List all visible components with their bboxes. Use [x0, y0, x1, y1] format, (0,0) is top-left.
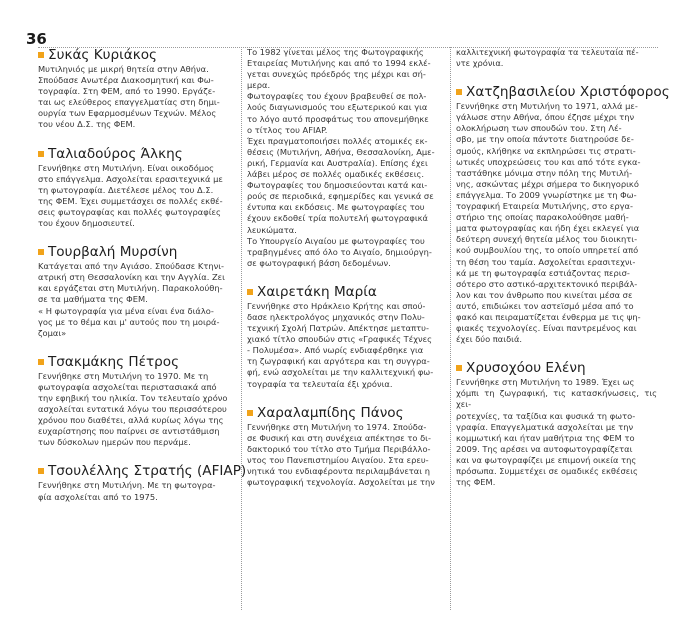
text-line: ωτικές υποχρεώσεις του και από τότε εγκα- [456, 156, 641, 167]
bio-paragraph [38, 261, 236, 339]
text-line: Γεννήθηκε στο Ηράκλειο Κρήτης και σπού- [247, 300, 426, 311]
square-bullet-icon [456, 89, 462, 95]
text-line: σβο, με την οποία πάντοτε διατηρούσε δε- [456, 134, 634, 145]
text-line: ολοκλήρωση των σπουδών του. Στη Λέ- [456, 123, 622, 134]
square-bullet-icon [38, 468, 44, 474]
text-line: έχουν εκδοθεί τρία πολυτελή φωτογραφικά [247, 213, 428, 224]
text-line: θέσεις (Μυτιλήνη, Αθήνα, Θεσσαλονίκη, Αμε- [247, 146, 435, 157]
text-line: καλλιτεχνική φωτογραφία τα τελευταία πέ- [456, 47, 639, 57]
bio-name: Χρυσοχόου Ελένη [466, 360, 586, 377]
bio-paragraph [38, 371, 236, 449]
bio-name: Ταλιαδούρος Άλκης [48, 145, 183, 162]
text-line: ντε χρόνια. [456, 58, 504, 69]
text-line: λάβει μέρος σε πολλές ομαδικές εκθέσεις. [247, 169, 425, 180]
text-line: της ΦΕΜ. Έχει συμμετάσχει σε πολλές εκθέ- [38, 195, 223, 206]
text-line: 2009. Της αρέσει να αυτοφωτογραφίζεται [456, 443, 633, 454]
bio-name: Χαιρετάκη Μαρία [257, 283, 377, 300]
square-bullet-icon [247, 289, 253, 295]
text-line: δεύτερη συνεχή θητεία μέλος του διοικητι- [456, 234, 638, 245]
text-line: πρόσωπα. Συμμετέχει σε ομαδικές εκθέσεις [456, 466, 638, 476]
square-bullet-icon [38, 52, 44, 58]
text-line: ευχαρίστησης που παίρνει σε αντιστάθμιση [38, 426, 220, 437]
square-bullet-icon [247, 410, 253, 416]
text-line: ταστάθηκε μόνιμα στην πόλη της Μυτιλή- [456, 167, 633, 178]
text-line: φή, ενώ ασχολείται με την καλλιτεχνική φω- [247, 367, 434, 378]
text-line: ο τίτλος του AFIAP. [247, 124, 328, 135]
text-line: τη φωτογραφία. Διετέλεσε μέλος του Δ.Σ. [38, 184, 214, 195]
text-line: ροτεχνίες, τα ταξίδια και φυσικά τη φωτο- [456, 410, 636, 421]
text-line: νητικά του ενδιαφέροντα περιλαμβάνεται η [247, 466, 430, 476]
text-line: - Πολυμέσα». Από νωρίς ενδιαφέρθηκε για [247, 345, 424, 356]
text-line: σεις φωτογραφίας και πολλές φωτογραφίες [38, 206, 221, 217]
text-line: Γεννήθηκε στη Μυτιλήνη το 1974. Σπούδα- [247, 421, 427, 432]
text-line: λευκώματα. [247, 224, 297, 235]
text-line: σε φωτογραφική βάση δεδομένων. [247, 257, 391, 268]
text-line: σε Φυσική και στη συνέχεια απέκτησε το δι- [247, 432, 431, 443]
text-line: ατρική στη Θεσσαλονίκη και την Αγγλία. Ζει [38, 272, 225, 283]
text-line: ρούς σε περιοδικά, εφημερίδες και γενικά σε [247, 191, 434, 202]
bio-heading [456, 84, 670, 101]
text-line: στήριο της οποίας παρακολούθησε μαθή- [456, 212, 629, 223]
text-line: λούς διαγωνισμούς του εξωτερικού και για [247, 102, 428, 113]
text-line: το λόγο αυτό προσφάτως του απονεμήθηκε [247, 113, 429, 124]
bio-name: Τουρβαλή Μυρσίνη [48, 244, 178, 261]
text-line: χόμπι τη ζωγραφική, τις κατασκήνωσεις, τις χει- [456, 388, 657, 410]
text-line: φωτογραφική τεχνολογία. Ασχολείται με την [247, 477, 435, 488]
bio-heading [38, 463, 247, 480]
bio-paragraph [247, 422, 445, 489]
text-line: Γεννήθηκε στη Μυτιλήνη το 1989. Έχει ως [456, 377, 635, 388]
text-line: τογραφία. Στη ΦΕΜ, από το 1990. Εργάζε- [38, 86, 216, 97]
text-line: και εργάζεται στη Μυτιλήνη. Παρακολούθη- [38, 283, 223, 294]
bio-paragraph [38, 163, 236, 230]
text-line: Έχει πραγματοποιήσει πολλές ατομικές εκ- [247, 135, 428, 146]
text-line: τραβηγμένες από όλο το Αιγαίο, δημιούργη- [247, 246, 432, 257]
text-line: Μυτιληνιός με μικρή θητεία στην Αθήνα. [38, 64, 209, 74]
text-line: φωτογραφία ασχολείται περιστασιακά από [38, 381, 217, 392]
text-line: φακό και πειραματίζεται ένθερμα με τις ψη- [456, 311, 641, 322]
text-line: χιακό τίτλο σπουδών στις «Γραφικές Τέχνες [247, 334, 433, 345]
column-divider-2 [450, 47, 451, 610]
text-line: του έχουν δημοσιευτεί. [38, 218, 135, 229]
square-bullet-icon [38, 359, 44, 365]
text-line: κομμωτική και ήταν μαθήτρια της ΦΕΜ το [456, 432, 635, 443]
text-line: ζομαι» [38, 327, 67, 338]
bio-paragraph [456, 101, 657, 345]
bio-heading [456, 360, 657, 376]
column-divider-1 [241, 47, 242, 610]
column-2 [247, 47, 445, 624]
text-line: στο επάγγελμα. Ασχολείται ερασιτεχνικά με [38, 173, 223, 184]
text-line: Γεννήθηκε στη Μυτιλήνη το 1970. Με τη [38, 370, 209, 381]
bio-name: Τσακμάκης Πέτρος [48, 353, 180, 370]
text-line: Γεννήθηκε στη Μυτιλήνη το 1971, αλλά με- [456, 101, 638, 112]
text-line: Το 1982 γίνεται μέλος της Φωτογραφικής [247, 47, 424, 57]
text-line: ται ως ελεύθερος επαγγελματίας στη δημι- [38, 97, 220, 108]
text-line: σότερο στο αστικό-αρχιτεκτονικό περιβάλ- [456, 278, 638, 289]
text-line: κού συμβουλίου της, το οποίο υπηρετεί από [456, 245, 639, 256]
text-line: του νέου Δ.Σ. της ΦΕΜ. [38, 119, 136, 130]
bio-heading [38, 354, 236, 370]
text-line: σε τα μαθήματα της ΦΕΜ. [38, 294, 148, 305]
text-line: δακτορικό του τίτλο στο Τμήμα Περιβάλλο- [247, 443, 431, 454]
text-line: μερα. [247, 80, 271, 91]
bio-paragraph [456, 47, 657, 69]
column-1 [38, 47, 247, 624]
text-line: γεται συνεχώς πρόεδρός της μέχρι και σή- [247, 69, 426, 80]
text-line: έντυπα και εκδόσεις. Με φωτογραφίες του [247, 202, 425, 213]
text-line: φιακές τεχνολογίες. Είναι παντρεμένος και [456, 323, 637, 334]
bio-heading [38, 244, 236, 260]
text-line: γραφία. Επαγγελματικά ασχολείται με την [456, 421, 634, 432]
text-line: την εφηβική του ηλικία. Τον τελευταίο χρόνο [38, 392, 228, 403]
bio-heading [247, 405, 445, 421]
text-line: Σπούδασε Ανωτέρα Διακοσμητική και Φω- [38, 75, 214, 86]
bio-paragraph [247, 301, 445, 390]
page-number: 36 [26, 30, 47, 48]
text-line: τη ζωγραφική και αργότερα και τη συγγρα- [247, 356, 430, 367]
text-line: Φωτογραφίες του έχουν βραβευθεί σε πολ- [247, 91, 427, 102]
square-bullet-icon [456, 365, 462, 371]
text-line: τογραφική Εταιρεία Μυτιλήνης, στο εργα- [456, 201, 634, 212]
text-line: της ΦΕΜ. [456, 477, 496, 488]
text-line: τη θέση του ταμία. Ασχολείται ερασιτεχνι- [456, 256, 636, 267]
text-line: ματα φωτογραφίας και ήδη έχει εκλεγεί για [456, 223, 640, 234]
column-3 [456, 47, 670, 624]
bio-paragraph [38, 480, 236, 502]
text-line: γος με το θέμα και μ' αυτούς που τη μοιρά- [38, 316, 220, 327]
text-line: ρική, Γερμανία και Αυστραλία). Επίσης έχει [247, 157, 428, 168]
text-line: τεχνική Σχολή Πατρών. Απέκτησε μεταπτυ- [247, 323, 429, 334]
text-line: Κατάγεται από την Αγιάσο. Σπούδασε Κτηνι- [38, 261, 225, 272]
text-line: Γεννήθηκε στη Μυτιλήνη. Με τη φωτογρα- [38, 480, 216, 491]
bio-heading [38, 47, 236, 63]
text-line: νης, ασκώντας μέχρι σήμερα το δικηγορικό [456, 178, 639, 189]
text-line: ουργία των Εφαρμοσμένων Τεχνών. Μέλος [38, 108, 217, 119]
text-line: έχει δύο παιδιά. [456, 334, 523, 345]
text-line: επάγγελμα. Το 2009 γνωρίστηκε με τη Φω- [456, 189, 637, 200]
text-line: και να φωτογραφίζει με επιμονή οικεία της [456, 454, 637, 465]
bio-name: Τσουλέλλης Στρατής (AFIAP) [48, 463, 247, 480]
bio-paragraph [456, 377, 657, 488]
text-line: κά με τη φωτογραφία εστιάζοντας περισ- [456, 267, 630, 278]
text-line: αυτό, επιδιώκει τον αστεϊσμό μέσα από το [456, 300, 634, 311]
bio-paragraph [247, 47, 445, 269]
text-line: « Η φωτογραφία για μένα είναι ένα διάλο- [38, 305, 214, 316]
text-line: ντος του Πανεπιστημίου Αιγαίου. Στα ερευ- [247, 454, 429, 465]
square-bullet-icon [38, 249, 44, 255]
text-line: Εταιρείας Μυτιλήνης και από το 1994 εκλέ- [247, 58, 431, 69]
bio-paragraph [38, 64, 236, 131]
text-line: Το Υπουργείο Αιγαίου με φωτογραφίες του [247, 235, 425, 246]
text-line: λον και τον άνθρωπο που κινείται μέσα σε [456, 289, 633, 300]
text-line: φία ασχολείται από το 1975. [38, 491, 158, 502]
text-line: δασε ηλεκτρολόγος μηχανικός στην Πολυ- [247, 311, 425, 322]
bio-name: Χαραλαμπίδης Πάνος [257, 404, 404, 421]
text-line: σμούς, κλήθηκε να εκπληρώσει τις στρατι- [456, 145, 636, 156]
text-line: Φωτογραφίες του δημοσιεύονται κατά και- [247, 180, 428, 191]
text-line: Γεννήθηκε στη Μυτιλήνη. Είναι οικοδόμος [38, 162, 215, 173]
text-line: των δύσκολων ημερών που περνάμε. [38, 437, 191, 448]
text-line: χρόνου που διαθέτει, αλλά κυρίως λόγω της [38, 415, 224, 426]
bio-heading [38, 146, 236, 162]
text-line: γάλωσε στην Αθήνα, όπου έζησε μέχρι την [456, 112, 635, 123]
square-bullet-icon [38, 151, 44, 157]
text-line: τογραφία τα τελευταία έξι χρόνια. [247, 378, 393, 389]
bio-heading [247, 284, 445, 300]
bio-name: Συκάς Κυριάκος [48, 47, 158, 63]
text-line: ασχολείται εντατικά λόγω του περισσότερου [38, 404, 227, 415]
bio-name: Χατζηβασιλείου Χριστόφορος [466, 84, 670, 101]
